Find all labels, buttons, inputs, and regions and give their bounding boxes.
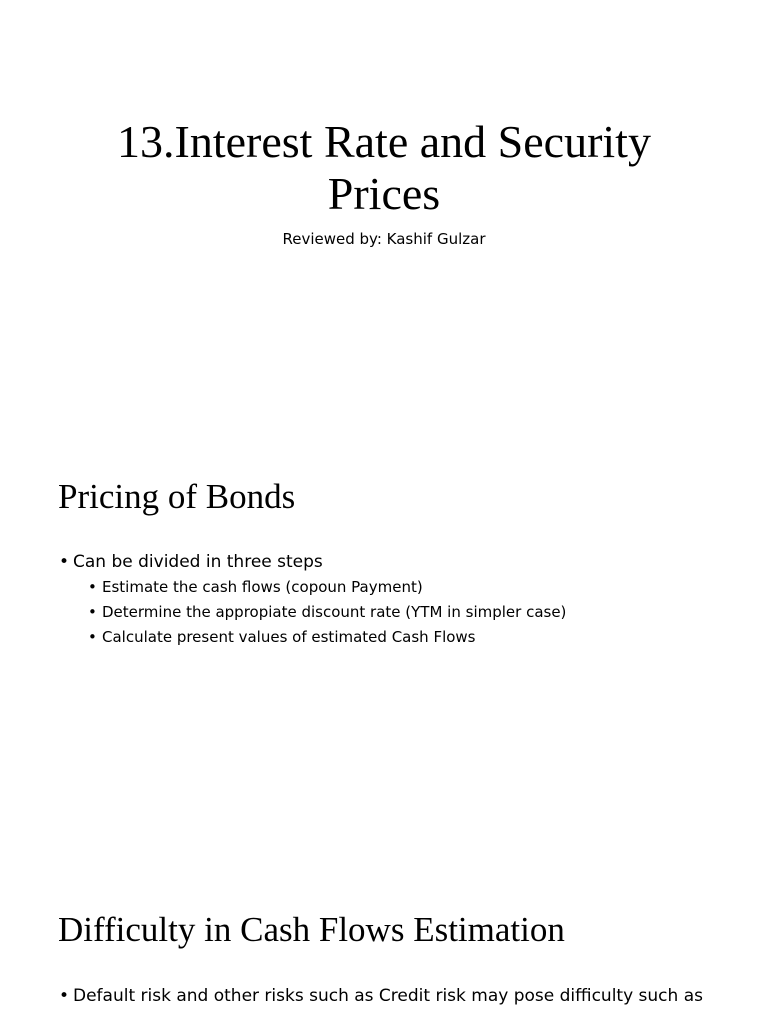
sub-bullet-item <box>88 575 566 600</box>
bullet-dot-icon: • <box>88 603 97 621</box>
cash-flow-difficulty-slide <box>0 864 768 1024</box>
pricing-of-bonds-slide <box>0 432 768 864</box>
bullet-item <box>59 985 723 1008</box>
bullet-list <box>59 985 723 1008</box>
sub-bullet-text: Calculate present values of estimated Cash Flows <box>102 628 476 646</box>
sub-bullet-list <box>88 575 567 650</box>
sub-bullet-text: Determine the appropiate discount rate (YTM in simpler case) <box>102 603 567 621</box>
sub-bullet-item <box>88 600 567 625</box>
slide-heading: Pricing of Bonds <box>58 477 296 516</box>
reviewer-subtitle: Reviewed by: Kashif Gulzar <box>282 230 486 248</box>
bullet-text: Default risk and other risks such as Credit risk may pose difficulty such as <box>73 986 703 1006</box>
slide-heading: Difficulty in Cash Flows Estimation <box>58 910 565 949</box>
sub-bullet-text: Estimate the cash flows (copoun Payment) <box>102 578 423 596</box>
sub-bullet-item <box>88 625 566 650</box>
bullet-list <box>59 551 323 573</box>
bullet-dot-icon: • <box>88 628 97 646</box>
bullet-text: Can be divided in three steps <box>73 552 323 572</box>
bullet-dot-icon: • <box>59 552 70 572</box>
bullet-item <box>59 551 323 573</box>
presentation-title: 13.Interest Rate and Security Prices <box>117 116 651 219</box>
title-slide <box>0 0 768 432</box>
bullet-dot-icon: • <box>59 986 70 1006</box>
bullet-dot-icon: • <box>88 578 97 596</box>
